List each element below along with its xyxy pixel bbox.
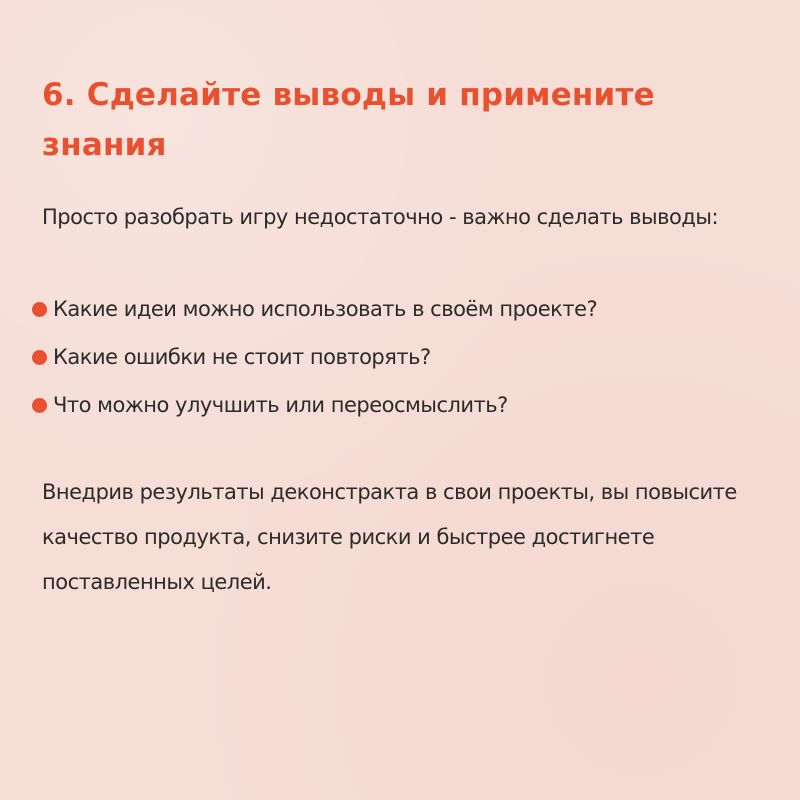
list-item (32, 381, 597, 429)
bullet-dot-icon (32, 350, 47, 365)
bullet-dot-icon (32, 398, 47, 413)
list-item (32, 333, 597, 381)
list-item-text: Какие идеи можно использовать в своём проекте? (53, 297, 598, 321)
bullet-dot-icon (32, 302, 47, 317)
list-item-text: Какие ошибки не стоит повторять? (53, 345, 431, 369)
question-list (32, 285, 597, 429)
list-item-text: Что можно улучшить или переосмыслить? (53, 393, 508, 417)
conclusion-text: Внедрив результаты деконстракта в свои проекты, вы повысите качество продукта, снизите риски и быстрее достигнете поставленных целей. (42, 480, 737, 594)
list-item (32, 285, 597, 333)
slide-title: 6. Сделайте выводы и примените знания (42, 77, 655, 163)
intro-text: Просто разобрать игру недостаточно - важно сделать выводы: (42, 205, 719, 229)
